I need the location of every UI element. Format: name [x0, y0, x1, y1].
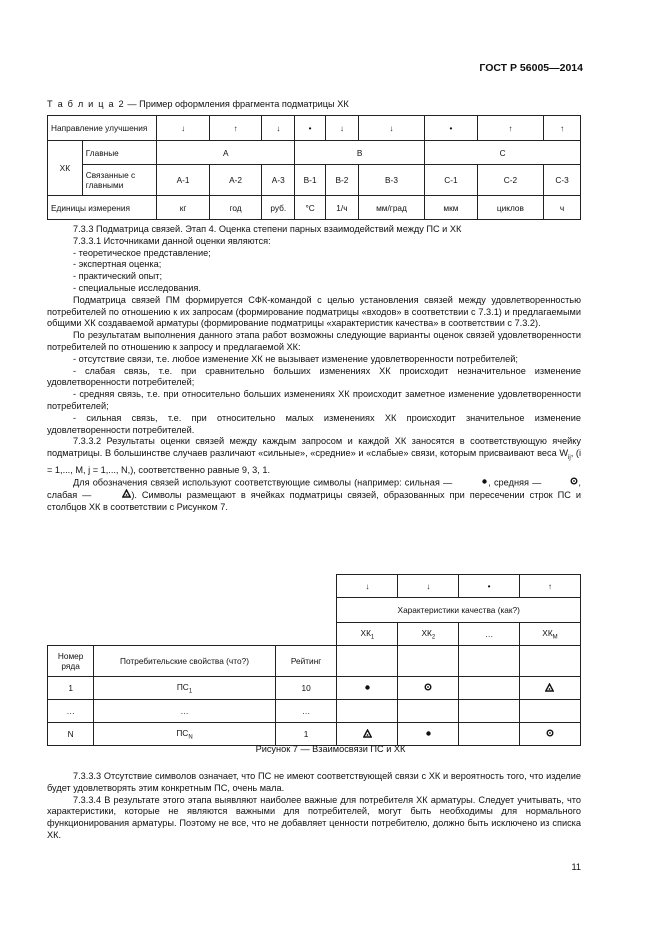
- group-cell: А: [157, 141, 295, 165]
- unit-cell: °С: [295, 196, 326, 220]
- direction-cell: •: [425, 116, 478, 141]
- matrix-cell: [519, 677, 580, 700]
- qc-name: ХК: [421, 627, 432, 638]
- paragraph: - средняя связь, т.е. при относительно больших изменениях ХК происходит заметное изменение удовлетворенности потребителей;: [47, 389, 581, 411]
- consumer-property: [94, 700, 275, 723]
- related-cell: В-3: [358, 165, 424, 196]
- group-cell: С: [425, 141, 581, 165]
- direction-cell: •: [459, 575, 520, 598]
- direction-label: Направление улучшения: [48, 116, 157, 141]
- matrix-cell: [519, 700, 580, 723]
- direction-cell: ↑: [477, 116, 544, 141]
- paragraph: 7.3.3 Подматрица связей. Этап 4. Оценка степени парных взаимодействий между ПС и ХК: [73, 224, 462, 234]
- paragraph: [47, 436, 581, 476]
- table-row: [48, 165, 581, 196]
- related-cell: А-3: [262, 165, 295, 196]
- direction-cell: ↓: [398, 575, 459, 598]
- paragraph: 7.3.3.3 Отсутствие символов означает, что ПС не имеют соответствующей связи с ХК и вероятность того, что изделие будет удовлетворять этим конкретным ПС, очень мала.: [47, 771, 581, 793]
- table-row: [48, 700, 581, 723]
- matrix-cell: [398, 723, 459, 746]
- figure-caption: Рисунок 7 — Взаимосвязи ПС и ХК: [255, 744, 406, 754]
- consumer-property: [94, 677, 275, 700]
- medium-link-icon: [546, 729, 554, 739]
- strong-link-icon: [425, 729, 432, 739]
- table-row: [48, 677, 581, 700]
- unit-cell: циклов: [477, 196, 544, 220]
- kh-submatrix-table: [47, 115, 581, 220]
- related-label: Связанные с главными: [82, 165, 157, 196]
- page-number: 11: [571, 862, 581, 872]
- qc-name: ХК: [360, 627, 371, 638]
- direction-cell: ↓: [337, 575, 398, 598]
- related-cell: В-1: [295, 165, 326, 196]
- matrix-cell: [337, 677, 398, 700]
- matrix-cell: [519, 646, 580, 677]
- table-caption-lead: Т а б л и ц а 2: [47, 99, 125, 109]
- subscript: 1: [188, 688, 193, 695]
- empty-corner: [48, 623, 337, 646]
- weak-link-icon: [363, 729, 372, 740]
- paragraph: - слабая связь, т.е. при сравнительно больших изменениях ХК происходит незначительное изменение удовлетворенности потребителей;: [47, 365, 581, 388]
- related-cell: В-2: [326, 165, 359, 196]
- paragraph-part: , (i = 1,..., M, j = 1,..., N,), соответственно равные 9, 3, 1.: [47, 448, 581, 475]
- ps-name: …: [180, 706, 189, 716]
- strong-link-icon: [455, 477, 488, 489]
- matrix-cell: [337, 700, 398, 723]
- relationship-matrix: [47, 574, 581, 746]
- document-id: ГОСТ Р 56005—2014: [479, 62, 583, 74]
- strong-link-icon: [364, 683, 371, 693]
- paragraph: Подматрица связей ПМ формируется СФК-командой с целью установления связей между удовлетворенностью потребителей по отношению к их запросам (формирование подматрицы «входов» в соответствии с 7.3.1) и предлагаемыми общими ХК создаваемой арматуры (формирование подматрицы «характеристик качества» в соответствии с 7.3.2).: [47, 294, 581, 329]
- medium-link-icon: [544, 477, 578, 489]
- direction-cell: ↓: [157, 116, 210, 141]
- matrix-cell: [459, 677, 520, 700]
- related-cell: С-1: [425, 165, 478, 196]
- paragraph-part: , средняя —: [488, 476, 545, 487]
- medium-link-icon: [424, 683, 432, 693]
- related-cell: С-2: [477, 165, 544, 196]
- unit-cell: год: [209, 196, 262, 220]
- matrix-cell: [337, 646, 398, 677]
- direction-cell: ↑: [209, 116, 262, 141]
- matrix-cell: [337, 723, 398, 746]
- paragraph: - отсутствие связи, т.е. любое изменение ХК не вызывает изменение удовлетворенности потребителей;: [73, 353, 518, 364]
- subscript: 1: [370, 634, 375, 641]
- paragraph-part: 7.3.3.2 Результаты оценки связей между каждым запросом и каждой ХК заносятся в соответствующую ячейку подматрицы. В большинстве случаев различают «сильные», «средние» и «слабые» связи, которым присваивают веса W: [47, 436, 581, 459]
- unit-cell: мкм: [425, 196, 478, 220]
- qc-column-header: [398, 623, 459, 646]
- paragraph-part: ). Символы размещают в ячейках подматрицы связей, образованных при пересечении строк ПС и столбцов ХК в соответствии с Рисунком 7.: [47, 489, 582, 512]
- row-number: N: [48, 723, 94, 746]
- group-cell: В: [295, 141, 425, 165]
- paragraph: По результатам выполнения данного этапа работ возможны следующие варианты оценок связей удовлетворенности потребителей по отношению к запросу и предлагаемой ХК:: [47, 330, 581, 352]
- weak-link-icon: [545, 683, 554, 694]
- direction-cell: ↑: [519, 575, 580, 598]
- body-text-2: [47, 771, 581, 842]
- matrix-cell: [459, 700, 520, 723]
- ps-name: ПС: [176, 727, 189, 738]
- list-item: - практический опыт;: [73, 271, 163, 282]
- unit-cell: мм/град: [358, 196, 424, 220]
- units-label: Единицы измерения: [48, 196, 157, 220]
- rating: …: [275, 700, 337, 723]
- matrix-cell: [459, 646, 520, 677]
- consumer-property: [94, 723, 275, 746]
- subscript: ij: [568, 454, 571, 461]
- row-number: …: [48, 700, 94, 723]
- table-row: [48, 646, 581, 677]
- paragraph: - сильная связь, т.е. при относительно малых изменениях ХК происходит значительное изменение удовлетворенности потребителей.: [47, 412, 581, 435]
- paragraph-part: Для обозначения связей используют соответствующие символы (например: сильная —: [73, 476, 456, 487]
- table-caption-rest: — Пример оформления фрагмента подматрицы ХК: [124, 99, 349, 109]
- matrix-cell: [519, 723, 580, 746]
- subscript: 2: [431, 634, 436, 641]
- table-row: [48, 575, 581, 598]
- matrix-cell: [398, 700, 459, 723]
- related-cell: А-2: [209, 165, 262, 196]
- quality-characteristics-label: Характеристики качества (как?): [337, 598, 581, 623]
- paragraph: 7.3.3.1 Источниками данной оценки являются:: [73, 235, 271, 246]
- direction-cell: ↓: [262, 116, 295, 141]
- unit-cell: ч: [544, 196, 581, 220]
- qc-column-header: …: [459, 623, 520, 646]
- qc-column-header: [337, 623, 398, 646]
- row-number: 1: [48, 677, 94, 700]
- unit-cell: кг: [157, 196, 210, 220]
- qc-name: ХК: [542, 627, 553, 638]
- weak-link-icon: [96, 489, 131, 502]
- body-text-1: [47, 224, 581, 513]
- direction-cell: ↓: [358, 116, 424, 141]
- list-item: - специальные исследования.: [73, 282, 201, 293]
- xk-label: ХК: [48, 141, 83, 196]
- related-cell: А-1: [157, 165, 210, 196]
- table-row: [48, 723, 581, 746]
- unit-cell: 1/ч: [326, 196, 359, 220]
- direction-cell: ↓: [326, 116, 359, 141]
- properties-header: Потребительские свойства (что?): [94, 646, 275, 677]
- empty-corner: [48, 575, 337, 623]
- list-item: - теоретическое представление;: [73, 247, 211, 258]
- paragraph: 7.3.3.4 В результате этого этапа выявляют наиболее важные для потребителя ХК арматуры. Следует учитывать, что характеристики, которые не являются важными для потребителей, могут быть необходимы для нормального функционирования арматуры. Поэтому не все, что не добавляет ценности потребителю, должно быть исключено из списка ХК.: [47, 794, 581, 840]
- list-item: - экспертная оценка;: [73, 259, 162, 270]
- table-row: [48, 116, 581, 141]
- qc-column-header: [519, 623, 580, 646]
- direction-cell: •: [295, 116, 326, 141]
- ps-name: ПС: [176, 681, 189, 692]
- table-row: [48, 623, 581, 646]
- matrix-cell: [398, 646, 459, 677]
- unit-cell: руб.: [262, 196, 295, 220]
- table-row: [48, 141, 581, 165]
- subscript: N: [188, 734, 193, 741]
- main-label: Главные: [82, 141, 157, 165]
- subscript: M: [552, 634, 558, 641]
- rating-header: Рейтинг: [275, 646, 337, 677]
- direction-cell: ↑: [544, 116, 581, 141]
- matrix-cell: [459, 723, 520, 746]
- rating: 10: [275, 677, 337, 700]
- paragraph: [47, 477, 581, 514]
- matrix-cell: [398, 677, 459, 700]
- paragraph-part: , слабая —: [47, 476, 581, 500]
- rating: 1: [275, 723, 337, 746]
- table-caption: [47, 99, 349, 109]
- table-row: [48, 196, 581, 220]
- row-number-header: Номер ряда: [48, 646, 94, 677]
- related-cell: С-3: [544, 165, 581, 196]
